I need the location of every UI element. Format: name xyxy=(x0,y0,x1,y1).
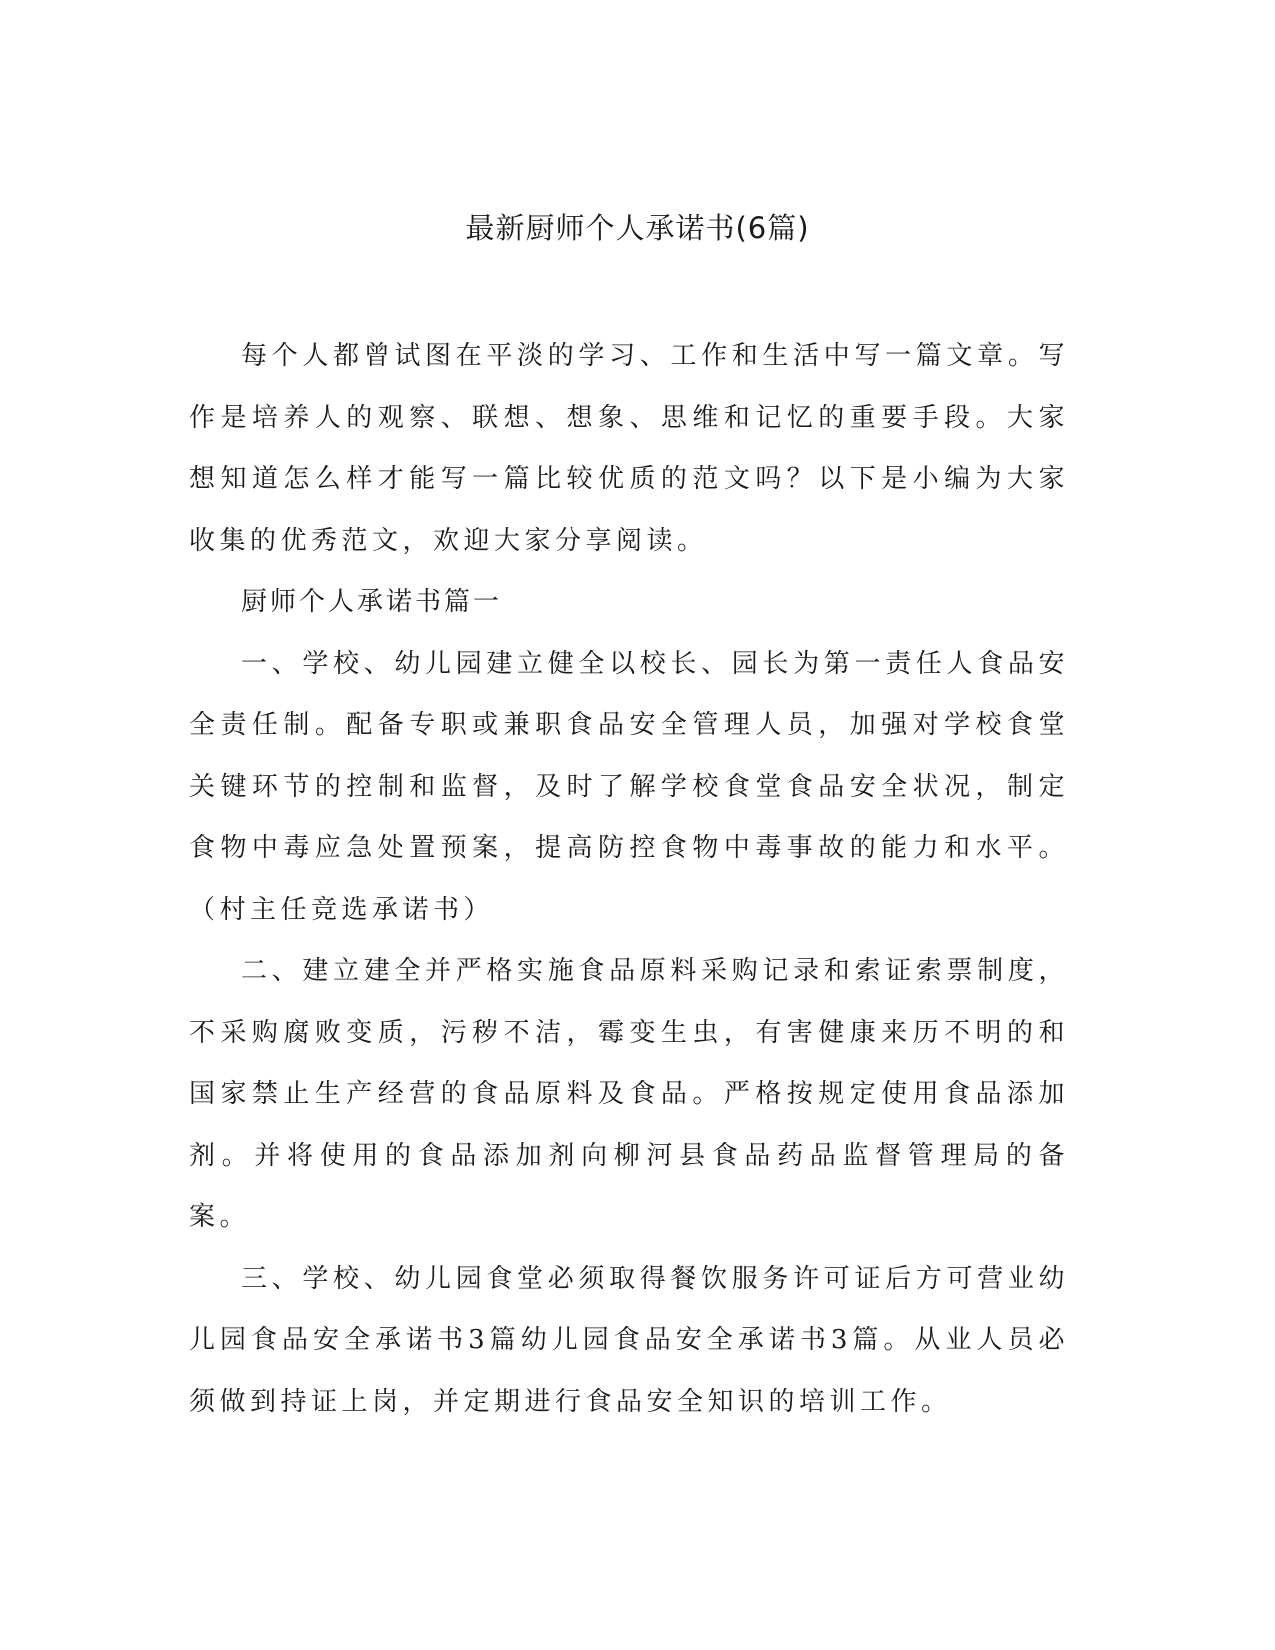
intro-paragraph: 每个人都曾试图在平淡的学习、工作和生活中写一篇文章。写作是培养人的观察、联想、想象、思维和记忆的重要手段。大家想知道怎么样才能写一篇比较优质的范文吗？以下是小编为大家收集的优秀范文，欢迎大家分享阅读。 xyxy=(189,341,1069,556)
section-heading: 厨师个人承诺书篇一 xyxy=(241,587,503,617)
clause-paragraph-3: 三、学校、幼儿园食堂必须取得餐饮服务许可证后方可营业幼儿园食品安全承诺书3篇幼儿园食品安全承诺书3篇。从业人员必须做到持证上岗，并定期进行食品安全知识的培训工作。 xyxy=(189,1263,1069,1417)
document-title: 最新厨师个人承诺书(6篇) xyxy=(465,211,810,245)
clause-paragraph-1: 一、学校、幼儿园建立健全以校长、园长为第一责任人食品安全责任制。配备专职或兼职食品安全管理人员，加强对学校食堂关键环节的控制和监督，及时了解学校食堂食品安全状况，制定食物中毒应急处置预案，提高防控食物中毒事故的能力和水平。（村主任竞选承诺书） xyxy=(189,648,1069,925)
document-body xyxy=(189,326,1069,1433)
clause-paragraph-2: 二、建立建全并严格实施食品原料采购记录和索证索票制度，不采购腐败变质，污秽不洁，霉变生虫，有害健康来历不明的和国家禁止生产经营的食品原料及食品。严格按规定使用食品添加剂。并将使用的食品添加剂向柳河县食品药品监督管理局的备案。 xyxy=(189,956,1069,1232)
